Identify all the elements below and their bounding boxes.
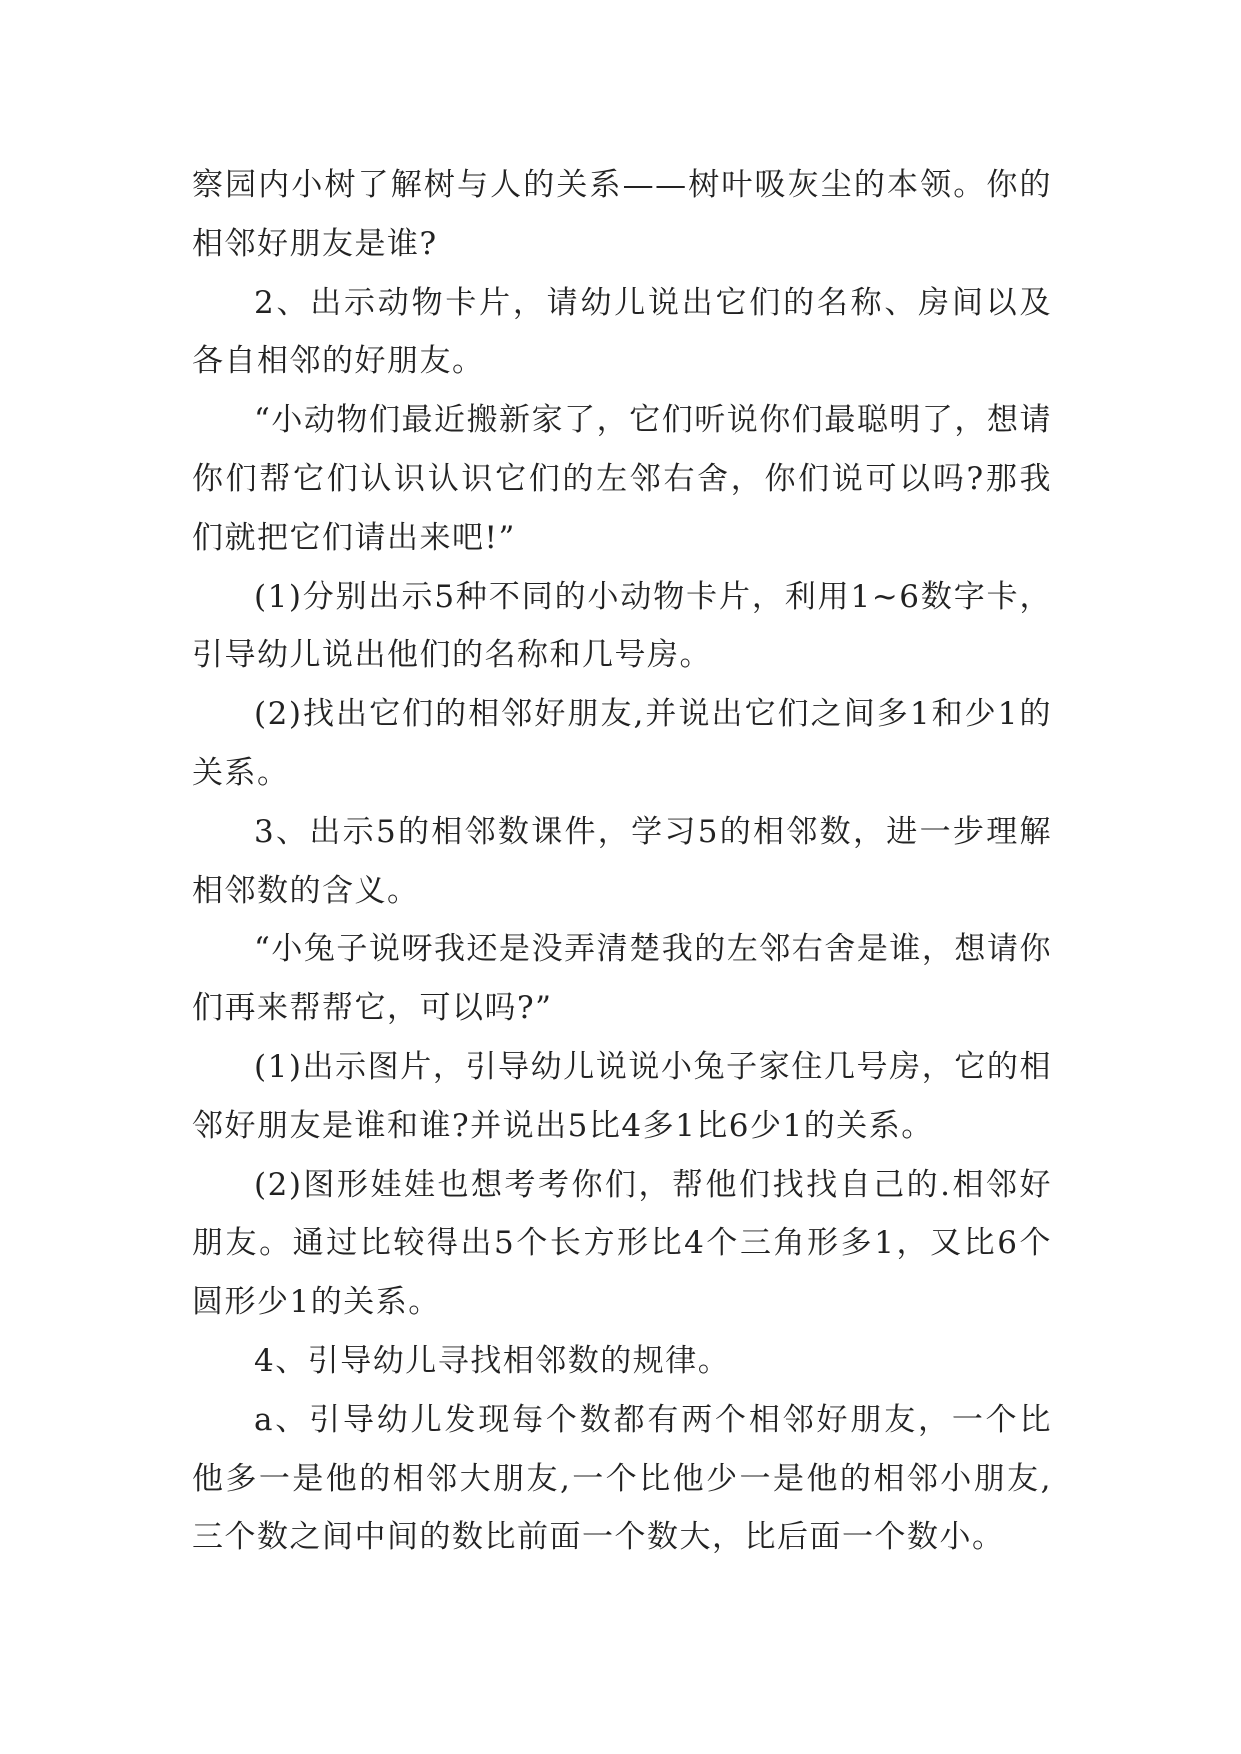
paragraph-1: 察园内小树了解树与人的关系——树叶吸灰尘的本领。你的相邻好朋友是谁?: [192, 167, 1052, 262]
paragraph-4: (1)分别出示5种不同的小动物卡片，利用1~6数字卡，引导幼儿说出他们的名称和几号房。: [192, 578, 1052, 674]
paragraph-3: “小动物们最近搬新家了，它们听说你们最聪明了，想请你们帮它们认识认识它们的左邻右舍，你们说可以吗?那我们就把它们请出来吧!”: [192, 402, 1052, 556]
paragraph-8: (1)出示图片，引导幼儿说说小兔子家住几号房，它的相邻好朋友是谁和谁?并说出5比4多1比6少1的关系。: [192, 1048, 1052, 1144]
paragraph-6: 3、出示5的相邻数课件，学习5的相邻数，进一步理解相邻数的含义。: [192, 813, 1052, 909]
paragraph-7: “小兔子说呀我还是没弄清楚我的左邻右舍是谁，想请你们再来帮帮它，可以吗?”: [192, 931, 1052, 1027]
paragraph-10: 4、引导幼儿寻找相邻数的规律。: [254, 1342, 731, 1379]
paragraph-5: (2)找出它们的相邻好朋友,并说出它们之间多1和少1的关系。: [192, 696, 1052, 791]
paragraph-11: a、引导幼儿发现每个数都有两个相邻好朋友，一个比他多一是他的相邻大朋友,一个比他少一是他的相邻小朋友,三个数之间中间的数比前面一个数大，比后面一个数小。: [192, 1401, 1052, 1556]
paragraph-2: 2、出示动物卡片，请幼儿说出它们的名称、房间以及各自相邻的好朋友。: [192, 284, 1052, 380]
body-text: [192, 156, 1052, 1567]
paragraph-9: (2)图形娃娃也想考考你们，帮他们找找自己的.相邻好朋友。通过比较得出5个长方形比4个三角形多1，又比6个圆形少1的关系。: [192, 1166, 1052, 1321]
